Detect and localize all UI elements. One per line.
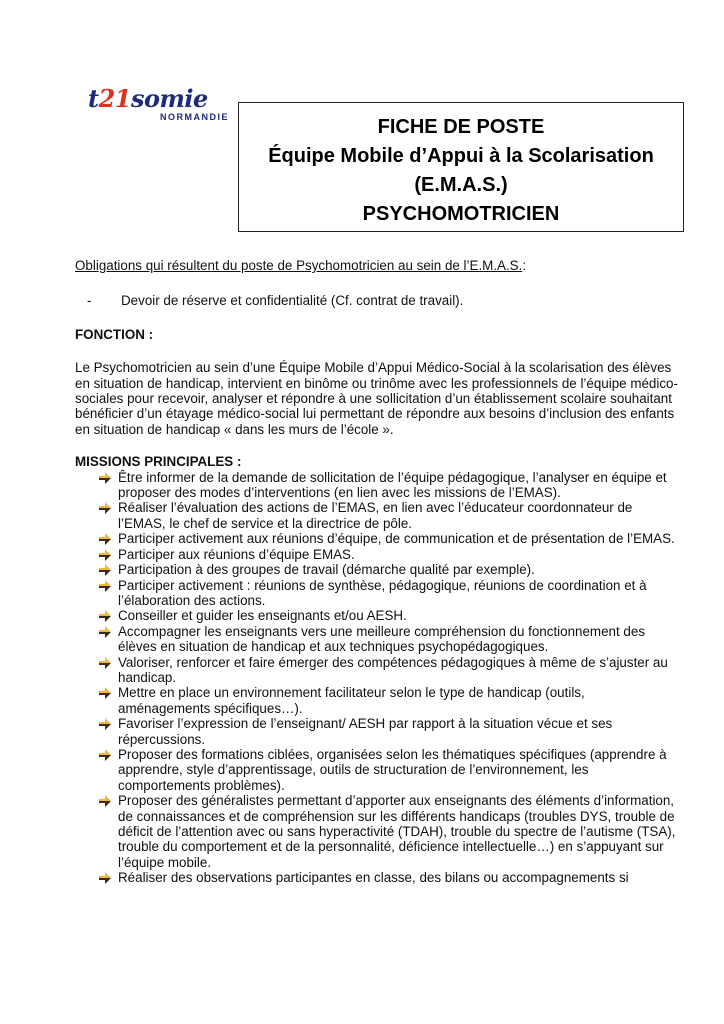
mission-text: Être informer de la demande de sollicitation de l’équipe pédagogique, l’analyser en équipe et proposer des modes d’interventions (en lien avec les missions de l’EMAS). [118, 469, 667, 501]
mission-item [75, 793, 679, 870]
mission-text: Participer activement aux réunions d’équipe, de communication et de présentation de l’EMAS. [118, 531, 675, 547]
fonction-paragraph: Le Psychomotricien au sein d’une Équipe Mobile d’Appui Médico-Social à la scolarisation des élèves en situation de handicap, intervient en binôme ou trinôme avec les professionnels de l’équipe médico-sociales pour recevoir, analyser et répondre à une sollicitation d’un établissement scolaire souhaitant bénéficier d’un étayage médico-social lui permettant de répondre aux besoins d’inclusion des enfants en situation de handicap « dans les murs de l’école ». [75, 360, 678, 437]
fonction-heading: FONCTION : [75, 326, 154, 342]
mission-item [75, 547, 679, 562]
arrow-bullet-icon [99, 580, 111, 592]
title-box [238, 102, 684, 232]
mission-text: Favoriser l’expression de l’enseignant/ AESH par rapport à la situation vécue et ses répercussions. [118, 716, 613, 747]
mission-text: Valoriser, renforcer et faire émerger des compétences pédagogiques à même de s’ajuster au handicap. [118, 654, 668, 685]
mission-text: Réaliser des observations participantes en classe, des bilans ou accompagnements si [118, 870, 629, 886]
obligations-colon: : [522, 258, 527, 273]
missions-list [75, 470, 679, 886]
mission-item [75, 578, 679, 609]
mission-item [75, 531, 679, 546]
logo-suffix: somie [131, 84, 208, 113]
arrow-bullet-icon [99, 657, 111, 669]
obligations-heading-row [75, 258, 679, 273]
mission-text: Participer activement : réunions de synthèse, pédagogique, réunions de coordination et à l’élaboration des actions. [118, 577, 647, 608]
obligation-text: Devoir de réserve et confidentialité (Cf. contrat de travail). [121, 293, 464, 309]
arrow-bullet-icon [99, 872, 111, 884]
mission-text: Conseiller et guider les enseignants et/ou AESH. [118, 608, 407, 624]
mission-text: Accompagner les enseignants vers une meilleure compréhension du fonctionnement des élèves en situation de handicap et aux techniques psychopédagogiques. [118, 623, 646, 655]
document-body [75, 258, 679, 886]
mission-item [75, 716, 679, 747]
arrow-bullet-icon [99, 718, 111, 730]
arrow-bullet-icon [99, 502, 111, 514]
mission-item [75, 747, 679, 793]
mission-item [75, 624, 679, 655]
title-line: (E.M.A.S.) [414, 174, 508, 196]
arrow-bullet-icon [99, 472, 111, 484]
arrow-bullet-icon [99, 610, 111, 622]
mission-item [75, 470, 679, 501]
mission-text: Réaliser l’évaluation des actions de l’EMAS, en lien avec l’éducateur coordonnateur de l’EMAS, le chef de service et la directrice de pôle. [118, 500, 633, 531]
missions-heading: MISSIONS PRINCIPALES : [75, 454, 242, 470]
mission-item [75, 655, 679, 686]
logo-number: 21 [98, 84, 131, 113]
title-line: FICHE DE POSTE [377, 116, 545, 138]
logo-prefix: t [88, 84, 99, 113]
mission-item [75, 870, 679, 885]
mission-text: Participer aux réunions d’équipe EMAS. [118, 546, 355, 562]
logo-wordmark [88, 84, 208, 113]
arrow-bullet-icon [99, 533, 111, 545]
title-line: Équipe Mobile d’Appui à la Scolarisation [268, 145, 654, 167]
mission-text: Proposer des formations ciblées, organisées selon les thématiques spécifiques (apprendre à apprendre, style d’apprentissage, outils de structuration de l’environnement, les comportements problèmes). [118, 746, 667, 793]
mission-item [75, 500, 679, 531]
obligations-heading: Obligations qui résultent du poste de Psychomotricien au sein de l’E.M.A.S. [75, 258, 523, 273]
obligation-item [75, 293, 679, 308]
title-line: PSYCHOMOTRICIEN [362, 203, 560, 225]
mission-text: Participation à des groupes de travail (démarche qualité par exemple). [118, 562, 535, 578]
dash-marker: - [87, 293, 92, 309]
arrow-bullet-icon [99, 749, 111, 761]
mission-item [75, 562, 679, 577]
logo [88, 84, 238, 132]
arrow-bullet-icon [99, 687, 111, 699]
mission-text: Mettre en place un environnement facilitateur selon le type de handicap (outils, aménagements spécifiques…). [118, 685, 585, 716]
arrow-bullet-icon [99, 549, 111, 561]
logo-region: NORMANDIE [160, 112, 229, 122]
arrow-bullet-icon [99, 626, 111, 638]
mission-item [75, 685, 679, 716]
arrow-bullet-icon [99, 564, 111, 576]
mission-item [75, 608, 679, 623]
arrow-bullet-icon [99, 795, 111, 807]
mission-text: Proposer des généralistes permettant d’apporter aux enseignants des éléments d’information, de connaissances et de compréhension sur les différents handicaps (troubles DYS, trouble de déficit de l’attention avec ou sans hyperactivité (TDAH), trouble du spectre de l’autisme (TSA), trouble du comportement et de la personnalité, déficience intellectuelle…) en s’appuyant sur l’équipe mobile. [118, 793, 676, 870]
